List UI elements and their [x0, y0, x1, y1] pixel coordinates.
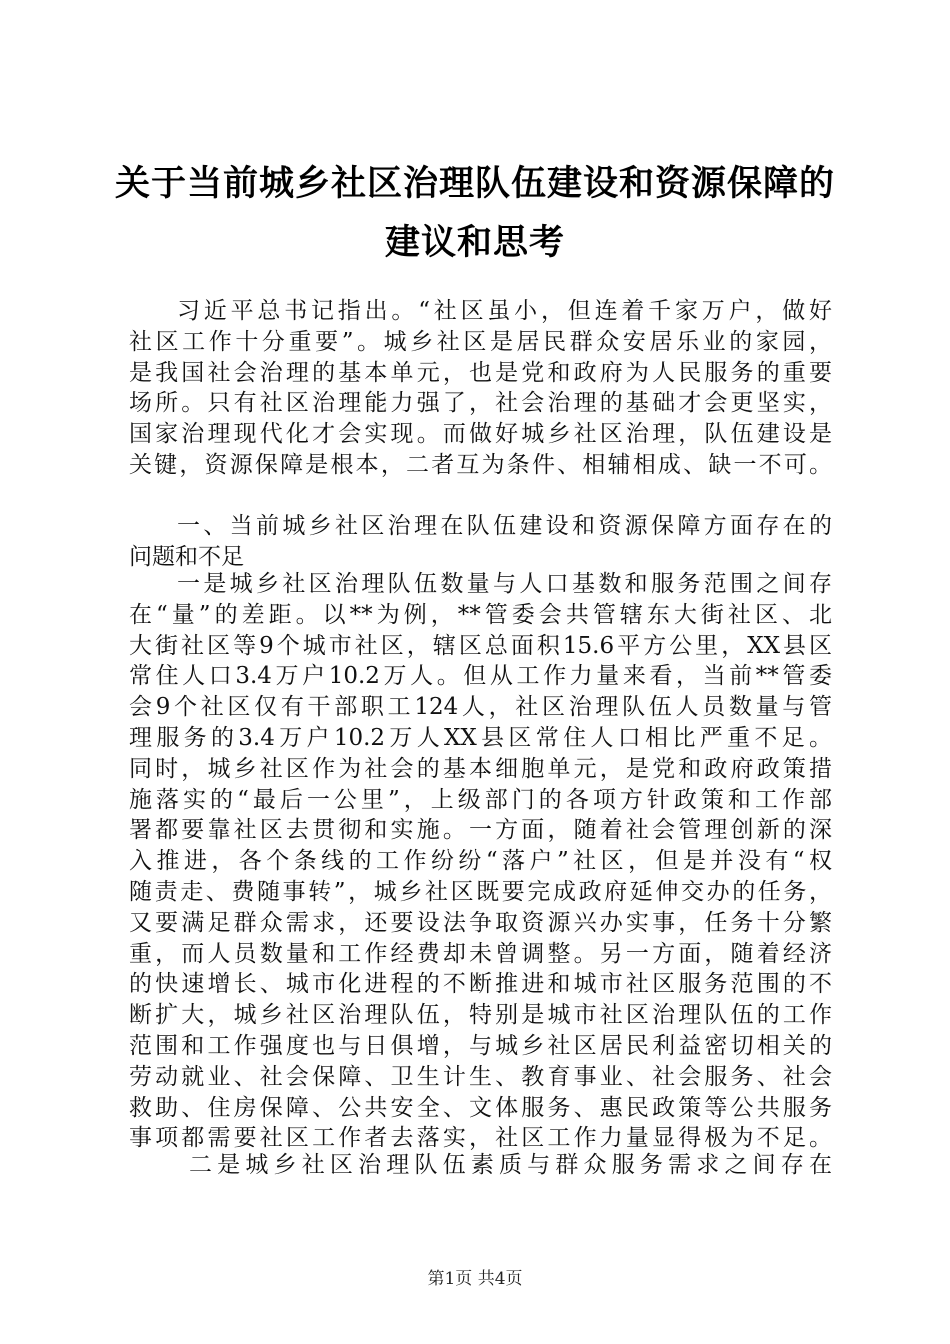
text-line: 署都要靠社区去贯彻和实施。一方面，随着社会管理创新的深	[129, 817, 832, 844]
text-line: 随责走、费随事转”，城乡社区既要完成政府延伸交办的任务，	[129, 878, 832, 905]
text-line: 断扩大，城乡社区治理队伍，特别是城市社区治理队伍的工作	[129, 1002, 832, 1029]
text-line: 一是城乡社区治理队伍数量与人口基数和服务范围之间存	[177, 571, 832, 597]
text-line: 会9个社区仅有干部职工124人，社区治理队伍人员数量与管	[129, 694, 832, 721]
heading-line: 一、当前城乡社区治理在队伍建设和资源保障方面存在的	[177, 513, 832, 539]
text-line: 劳动就业、社会保障、卫生计生、教育事业、社会服务、社会	[129, 1063, 832, 1090]
document-title-line-1: 关于当前城乡社区治理队伍建设和资源保障的	[114, 164, 835, 204]
text-line: 关键，资源保障是根本，二者互为条件、相辅相成、缺一不可。	[129, 451, 832, 478]
next-paragraph	[129, 1150, 832, 1181]
text-line: 在“量”的差距。以**为例，**管委会共管辖东大街社区、北	[129, 601, 832, 628]
text-line: 社区工作十分重要”。城乡社区是居民群众安居乐业的家园，	[129, 328, 832, 355]
intro-paragraph	[129, 296, 832, 481]
body-paragraph	[129, 569, 832, 1154]
text-line: 同时，城乡社区作为社会的基本细胞单元，是党和政府政策措	[129, 755, 832, 782]
document-title-line-2: 建议和思考	[384, 223, 565, 263]
text-line: 重，而人员数量和工作经费却未曾调整。另一方面，随着经济	[129, 940, 832, 967]
text-line: 理服务的3.4万户10.2万人XX县区常住人口相比严重不足。	[129, 724, 832, 751]
text-line: 的快速增长、城市化进程的不断推进和城市社区服务范围的不	[129, 971, 832, 998]
text-line: 二是城乡社区治理队伍素质与群众服务需求之间存在	[189, 1152, 832, 1178]
text-line: 范围和工作强度也与日俱增，与城乡社区居民利益密切相关的	[129, 1032, 832, 1059]
heading-line: 问题和不足	[129, 543, 244, 570]
text-line: 入推进，各个条线的工作纷纷“落户”社区，但是并没有“权	[129, 848, 832, 875]
text-line: 场所。只有社区治理能力强了，社会治理的基础才会更坚实，	[129, 390, 832, 417]
text-line: 事项都需要社区工作者去落实，社区工作力量显得极为不足。	[129, 1125, 832, 1152]
section-heading	[129, 511, 832, 573]
text-line: 是我国社会治理的基本单元，也是党和政府为人民服务的重要	[129, 359, 832, 386]
text-line: 常住人口3.4万户10.2万人。但从工作力量来看，当前**管委	[129, 663, 832, 690]
text-line: 施落实的“最后一公里”，上级部门的各项方针政策和工作部	[129, 786, 832, 813]
text-line: 又要满足群众需求，还要设法争取资源兴办实事，任务十分繁	[129, 909, 832, 936]
text-line: 救助、住房保障、公共安全、文体服务、惠民政策等公共服务	[129, 1094, 832, 1121]
text-line: 国家治理现代化才会实现。而做好城乡社区治理，队伍建设是	[129, 421, 832, 448]
text-line: 习近平总书记指出。“社区虽小，但连着千家万户，做好	[177, 298, 832, 324]
page-footer: 第1页 共4页	[427, 1269, 523, 1289]
text-line: 大街社区等9个城市社区，辖区总面积15.6平方公里，XX县区	[129, 632, 832, 659]
